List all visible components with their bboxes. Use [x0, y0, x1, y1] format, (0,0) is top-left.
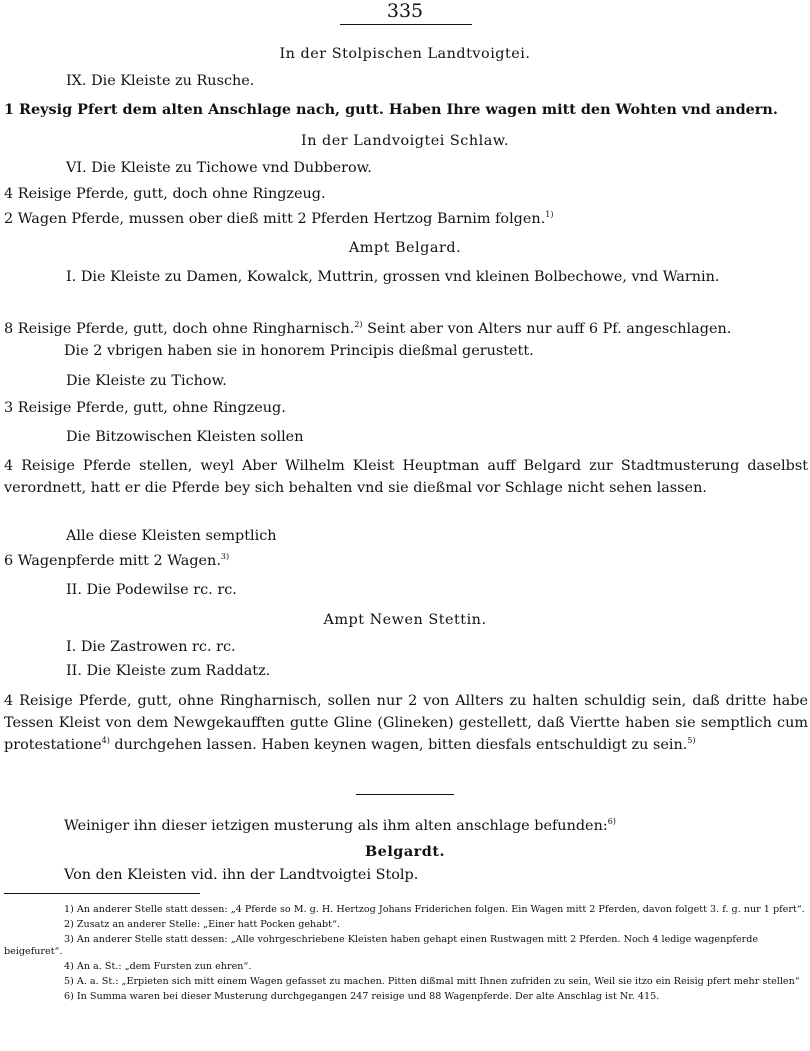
text-paragraph [4, 318, 808, 362]
text-line: II. Die Podewilse rc. rc. [66, 582, 237, 598]
section-heading: Ampt Belgard. [348, 240, 462, 256]
text-span: Seint aber von Alters nur auff 6 Pf. angeschlagen. [362, 321, 732, 337]
text-line: 3 Reisige Pferde, gutt, ohne Ringzeug. [4, 400, 286, 416]
footnote-ref: 2) [354, 320, 363, 330]
footnote: 4) An a. St.: „dem Fursten zun ehren“. [64, 961, 252, 972]
text-line: Alle diese Kleisten semptlich [66, 528, 277, 544]
section-heading: In der Stolpischen Landtvoigtei. [279, 46, 531, 62]
footnote: 1) An anderer Stelle statt dessen: „4 Pferde so M. g. H. Hertzog Johans Friderichen folgen. Ein Wagen mitt 2 Pferden, davon folgett 3. f. g. nur 1 pfert“. [64, 904, 805, 915]
footnote: 3) An anderer Stelle statt dessen: „Alle vohrgeschriebene Kleisten haben gehapt einen Rustwagen mitt 2 Pferden. Noch 4 ledige wagenpferde beigefuret“. [4, 934, 759, 957]
section-heading: In der Landvoigtei Schlaw. [301, 133, 509, 149]
text-line: 1 Reysig Pfert dem alten Anschlage nach, gutt. Haben Ihre wagen mitt den Wohten vnd andern. [4, 101, 778, 118]
text-span: Die 2 vbrigen haben sie in honorem Principis dießmal gerustett. [64, 343, 534, 359]
footnote-rule [4, 893, 200, 894]
section-heading: Belgardt. [365, 843, 445, 860]
text-span: durchgehen lassen. Haben keynen wagen, bitten diesfals entschuldigt zu sein. [109, 737, 688, 753]
section-rule [356, 794, 454, 795]
footnotes [4, 904, 806, 1003]
text-span: 4 Reisige Pferde, gutt, ohne Ringharnisch, sollen nur 2 von Allters zu halten schuldig sein, daß dritte habe Tessen Kleist von dem Newgekaufften gutte Gline (Glineken) gestellett, daß Viertte haben sie semptlich cum protestatione [4, 693, 808, 753]
section-heading: Ampt Newen Stettin. [323, 612, 487, 628]
footnote: 5) A. a. St.: „Erpieten sich mitt einem Wagen gefasset zu machen. Pitten dißmal mitt Ihnen zufriden zu sein, Weil sie itzo ein Reisig pfert mehr stellen“ [64, 976, 800, 987]
footnote-ref: 3) [220, 552, 230, 562]
text-line [64, 817, 616, 835]
text-line [4, 552, 229, 570]
footnote-ref: 1) [545, 210, 554, 220]
text-line: Die Bitzowischen Kleisten sollen [66, 429, 304, 445]
text-line: Von den Kleisten vid. ihn der Landtvoigtei Stolp. [64, 867, 419, 883]
text-line: Die Kleiste zu Tichow. [66, 373, 227, 389]
text-line: I. Die Zastrowen rc. rc. [66, 639, 236, 655]
text-span: Weiniger ihn dieser ietzigen musterung als ihm alten anschlage befunden: [64, 818, 608, 834]
footnote-ref: 6) [607, 817, 616, 827]
text-paragraph: 4 Reisige Pferde stellen, weyl Aber Wilhelm Kleist Heuptman auff Belgard zur Stadtmusterung daselbst verordnett, hatt er die Pferde bey sich behalten vnd sie dießmal vor Schlage nicht sehen lassen. [4, 458, 808, 496]
text-line: IX. Die Kleiste zu Rusche. [66, 73, 255, 89]
text-line: 4 Reisige Pferde, gutt, doch ohne Ringzeug. [4, 186, 326, 202]
page-number: 335 [386, 0, 424, 22]
text-line: II. Die Kleiste zum Raddatz. [66, 663, 271, 679]
footnote-ref: 4) [101, 736, 110, 746]
text-line [4, 210, 553, 228]
header-rule [340, 24, 472, 25]
text-span: 6 Wagenpferde mitt 2 Wagen. [4, 553, 221, 569]
text-span: 2 Wagen Pferde, mussen ober dieß mitt 2 Pferden Hertzog Barnim folgen. [4, 211, 546, 227]
footnote: 6) In Summa waren bei dieser Musterung durchgegangen 247 reisige und 88 Wagenpferde. Der alte Anschlag ist Nr. 415. [64, 991, 660, 1002]
text-line: VI. Die Kleiste zu Tichowe vnd Dubberow. [66, 160, 372, 176]
text-paragraph: I. Die Kleiste zu Damen, Kowalck, Muttrin, grossen vnd kleinen Bolbechowe, vnd Warnin. [66, 269, 720, 285]
footnote-ref: 5) [687, 736, 696, 746]
footnote: 2) Zusatz an anderer Stelle: „Einer hatt Pocken gehabt“. [64, 919, 340, 930]
text-span: 8 Reisige Pferde, gutt, doch ohne Ringharnisch. [4, 321, 355, 337]
text-paragraph [4, 690, 808, 756]
